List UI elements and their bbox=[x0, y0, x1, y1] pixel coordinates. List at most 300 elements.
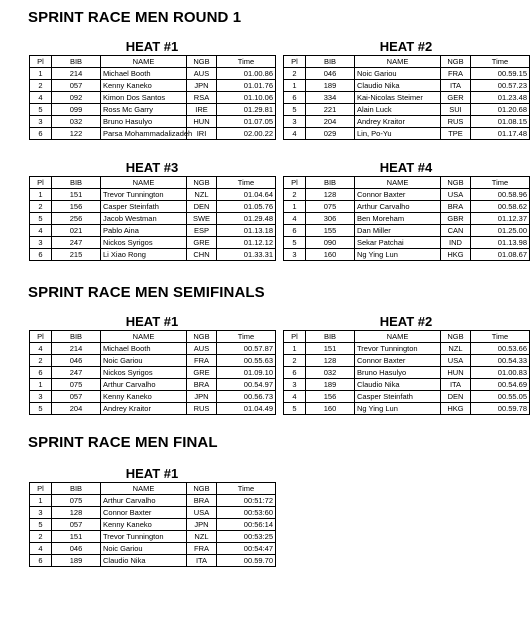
cell-bib: 204 bbox=[52, 403, 101, 415]
cell-time: 00.57.23 bbox=[471, 80, 530, 92]
section-title-final: SPRINT RACE MEN FINAL bbox=[28, 434, 218, 451]
cell-time: 00.54.97 bbox=[217, 379, 276, 391]
column-header-ngb: NGB bbox=[187, 177, 217, 189]
cell-place: 5 bbox=[30, 104, 52, 116]
cell-name: Lin, Po-Yu bbox=[355, 128, 441, 140]
cell-place: 4 bbox=[30, 225, 52, 237]
cell-time: 01.07.05 bbox=[217, 116, 276, 128]
results-table bbox=[283, 330, 530, 415]
cell-ngb: GRE bbox=[187, 367, 217, 379]
cell-bib: 214 bbox=[52, 68, 101, 80]
cell-name: Connor Baxter bbox=[355, 189, 441, 201]
cell-ngb: AUS bbox=[187, 68, 217, 80]
cell-time: 01.13.18 bbox=[217, 225, 276, 237]
cell-bib: 075 bbox=[306, 201, 355, 213]
cell-name: Kai-Nicolas Steimer bbox=[355, 92, 441, 104]
cell-place: 5 bbox=[30, 519, 52, 531]
cell-ngb: HKG bbox=[441, 249, 471, 261]
table-row bbox=[284, 403, 530, 415]
column-header-time: Time bbox=[471, 177, 530, 189]
results-table bbox=[283, 55, 530, 140]
column-header-name: NAME bbox=[101, 331, 187, 343]
results-table bbox=[283, 176, 530, 261]
cell-bib: 151 bbox=[306, 343, 355, 355]
final-heat1 bbox=[29, 466, 275, 567]
cell-place: 4 bbox=[284, 128, 306, 140]
cell-bib: 122 bbox=[52, 128, 101, 140]
table-row bbox=[30, 391, 276, 403]
cell-ngb: AUS bbox=[187, 343, 217, 355]
cell-ngb: GER bbox=[441, 92, 471, 104]
cell-place: 3 bbox=[284, 379, 306, 391]
cell-ngb: BRA bbox=[187, 495, 217, 507]
cell-ngb: BRA bbox=[441, 201, 471, 213]
table-row bbox=[284, 225, 530, 237]
cell-time: 01.13.98 bbox=[471, 237, 530, 249]
cell-time: 01.05.76 bbox=[217, 201, 276, 213]
column-header-ngb: NGB bbox=[441, 56, 471, 68]
cell-ngb: ITA bbox=[441, 80, 471, 92]
cell-name: Pablo Aina bbox=[101, 225, 187, 237]
cell-place: 4 bbox=[30, 92, 52, 104]
cell-name: Bruno Hasulyo bbox=[355, 367, 441, 379]
cell-name: Ben Moreham bbox=[355, 213, 441, 225]
cell-place: 1 bbox=[284, 201, 306, 213]
cell-bib: 046 bbox=[52, 543, 101, 555]
column-header-time: Time bbox=[217, 483, 276, 495]
cell-ngb: TPE bbox=[441, 128, 471, 140]
cell-place: 4 bbox=[30, 543, 52, 555]
cell-ngb: NZL bbox=[187, 531, 217, 543]
table-row bbox=[30, 531, 276, 543]
cell-time: 01.00.86 bbox=[217, 68, 276, 80]
cell-bib: 057 bbox=[52, 519, 101, 531]
table-row bbox=[284, 343, 530, 355]
heat-title: HEAT #3 bbox=[125, 160, 179, 175]
cell-time: 01.10.06 bbox=[217, 92, 276, 104]
column-header-bib: BIB bbox=[52, 483, 101, 495]
cell-time: 01.29.81 bbox=[217, 104, 276, 116]
cell-place: 1 bbox=[30, 495, 52, 507]
cell-bib: 155 bbox=[306, 225, 355, 237]
cell-name: Trevor Tunnington bbox=[355, 343, 441, 355]
cell-bib: 156 bbox=[306, 391, 355, 403]
cell-bib: 046 bbox=[52, 355, 101, 367]
cell-place: 6 bbox=[284, 225, 306, 237]
table-row bbox=[284, 189, 530, 201]
cell-name: Bruno Hasulyo bbox=[101, 116, 187, 128]
cell-name: Jacob Westman bbox=[101, 213, 187, 225]
column-header-bib: BIB bbox=[52, 331, 101, 343]
cell-ngb: ITA bbox=[441, 379, 471, 391]
cell-place: 3 bbox=[30, 391, 52, 403]
cell-bib: 032 bbox=[306, 367, 355, 379]
cell-name: Claudio Nika bbox=[355, 80, 441, 92]
results-table bbox=[29, 55, 276, 140]
cell-name: Parsa Mohammadalizadeh bbox=[101, 128, 187, 140]
column-header-time: Time bbox=[217, 331, 276, 343]
cell-place: 2 bbox=[284, 68, 306, 80]
round1-heat3 bbox=[29, 160, 275, 261]
cell-bib: 214 bbox=[52, 343, 101, 355]
column-header-ngb: NGB bbox=[441, 331, 471, 343]
cell-time: 00:56:14 bbox=[217, 519, 276, 531]
cell-place: 2 bbox=[30, 355, 52, 367]
cell-ngb: DEN bbox=[187, 201, 217, 213]
cell-bib: 160 bbox=[306, 403, 355, 415]
cell-ngb: RUS bbox=[187, 403, 217, 415]
heat-title: HEAT #1 bbox=[125, 39, 179, 54]
column-header-ngb: NGB bbox=[441, 177, 471, 189]
cell-bib: 256 bbox=[52, 213, 101, 225]
cell-time: 00.55.63 bbox=[217, 355, 276, 367]
cell-time: 01.04.64 bbox=[217, 189, 276, 201]
cell-name: Trevor Tunnington bbox=[101, 189, 187, 201]
cell-bib: 215 bbox=[52, 249, 101, 261]
results-table bbox=[29, 330, 276, 415]
cell-bib: 151 bbox=[52, 531, 101, 543]
column-header-name: NAME bbox=[355, 331, 441, 343]
round1-heat4 bbox=[283, 160, 529, 261]
cell-ngb: JPN bbox=[187, 391, 217, 403]
round1-heat2 bbox=[283, 39, 529, 140]
section-title-round-1: SPRINT RACE MEN ROUND 1 bbox=[28, 9, 242, 26]
column-header-ngb: NGB bbox=[187, 483, 217, 495]
cell-place: 5 bbox=[284, 104, 306, 116]
column-header-bib: BIB bbox=[306, 56, 355, 68]
cell-ngb: DEN bbox=[441, 391, 471, 403]
cell-bib: 204 bbox=[306, 116, 355, 128]
column-header-place: Pl bbox=[284, 177, 306, 189]
cell-time: 00:53:60 bbox=[217, 507, 276, 519]
cell-ngb: BRA bbox=[187, 379, 217, 391]
cell-name: Andrey Kraitor bbox=[355, 116, 441, 128]
cell-name: Kenny Kaneko bbox=[101, 391, 187, 403]
table-row bbox=[284, 116, 530, 128]
cell-bib: 128 bbox=[306, 355, 355, 367]
column-header-time: Time bbox=[217, 177, 276, 189]
column-header-name: NAME bbox=[101, 177, 187, 189]
column-header-bib: BIB bbox=[52, 177, 101, 189]
table-row bbox=[30, 92, 276, 104]
column-header-ngb: NGB bbox=[187, 331, 217, 343]
cell-bib: 032 bbox=[52, 116, 101, 128]
column-header-time: Time bbox=[217, 56, 276, 68]
cell-time: 01.29.48 bbox=[217, 213, 276, 225]
cell-time: 00:51:72 bbox=[217, 495, 276, 507]
cell-ngb: RSA bbox=[187, 92, 217, 104]
cell-ngb: HUN bbox=[441, 367, 471, 379]
cell-place: 3 bbox=[284, 116, 306, 128]
cell-ngb: IRI bbox=[187, 128, 217, 140]
cell-time: 01.25.00 bbox=[471, 225, 530, 237]
cell-place: 6 bbox=[30, 249, 52, 261]
cell-time: 01.08.67 bbox=[471, 249, 530, 261]
cell-bib: 189 bbox=[306, 379, 355, 391]
column-header-bib: BIB bbox=[306, 177, 355, 189]
table-row bbox=[284, 249, 530, 261]
table-row bbox=[30, 237, 276, 249]
cell-name: Sekar Patchai bbox=[355, 237, 441, 249]
cell-time: 01.08.15 bbox=[471, 116, 530, 128]
cell-bib: 151 bbox=[52, 189, 101, 201]
cell-time: 00.53.66 bbox=[471, 343, 530, 355]
cell-time: 01.04.49 bbox=[217, 403, 276, 415]
table-header-row bbox=[30, 483, 276, 495]
cell-place: 6 bbox=[30, 555, 52, 567]
cell-place: 5 bbox=[30, 403, 52, 415]
heat-title: HEAT #2 bbox=[379, 39, 433, 54]
cell-ngb: NZL bbox=[441, 343, 471, 355]
cell-name: Andrey Kraitor bbox=[101, 403, 187, 415]
table-row bbox=[30, 343, 276, 355]
cell-time: 02.00.22 bbox=[217, 128, 276, 140]
cell-bib: 099 bbox=[52, 104, 101, 116]
table-row bbox=[30, 249, 276, 261]
cell-time: 01.00.83 bbox=[471, 367, 530, 379]
cell-name: Michael Booth bbox=[101, 68, 187, 80]
cell-time: 01.12.12 bbox=[217, 237, 276, 249]
table-row bbox=[30, 379, 276, 391]
table-row bbox=[30, 495, 276, 507]
table-row bbox=[284, 128, 530, 140]
table-row bbox=[284, 213, 530, 225]
cell-name: Trevor Tunnington bbox=[101, 531, 187, 543]
cell-place: 6 bbox=[30, 367, 52, 379]
cell-place: 1 bbox=[30, 189, 52, 201]
cell-bib: 160 bbox=[306, 249, 355, 261]
cell-time: 00.59.15 bbox=[471, 68, 530, 80]
cell-place: 2 bbox=[30, 80, 52, 92]
cell-place: 2 bbox=[284, 355, 306, 367]
cell-time: 00.57.87 bbox=[217, 343, 276, 355]
cell-ngb: CAN bbox=[441, 225, 471, 237]
cell-place: 5 bbox=[284, 403, 306, 415]
column-header-time: Time bbox=[471, 331, 530, 343]
cell-place: 1 bbox=[30, 379, 52, 391]
cell-name: Noic Gariou bbox=[101, 355, 187, 367]
cell-name: Connor Baxter bbox=[355, 355, 441, 367]
cell-time: 01.09.10 bbox=[217, 367, 276, 379]
cell-name: Arthur Carvalho bbox=[355, 201, 441, 213]
cell-bib: 189 bbox=[52, 555, 101, 567]
cell-time: 00.54.33 bbox=[471, 355, 530, 367]
column-header-place: Pl bbox=[30, 56, 52, 68]
cell-bib: 092 bbox=[52, 92, 101, 104]
cell-place: 6 bbox=[284, 92, 306, 104]
cell-name: Michael Booth bbox=[101, 343, 187, 355]
table-row bbox=[30, 201, 276, 213]
table-row bbox=[30, 128, 276, 140]
cell-name: Alain Luck bbox=[355, 104, 441, 116]
cell-time: 00.55.05 bbox=[471, 391, 530, 403]
cell-bib: 046 bbox=[306, 68, 355, 80]
cell-name: Noic Gariou bbox=[355, 68, 441, 80]
cell-place: 3 bbox=[284, 249, 306, 261]
column-header-place: Pl bbox=[284, 331, 306, 343]
cell-name: Connor Baxter bbox=[101, 507, 187, 519]
cell-time: 00:54:47 bbox=[217, 543, 276, 555]
cell-name: Noic Gariou bbox=[101, 543, 187, 555]
round1-heat1 bbox=[29, 39, 275, 140]
cell-ngb: IND bbox=[441, 237, 471, 249]
cell-place: 3 bbox=[30, 507, 52, 519]
cell-place: 6 bbox=[284, 367, 306, 379]
column-header-place: Pl bbox=[284, 56, 306, 68]
column-header-time: Time bbox=[471, 56, 530, 68]
cell-ngb: ESP bbox=[187, 225, 217, 237]
cell-ngb: SUI bbox=[441, 104, 471, 116]
cell-name: Kenny Kaneko bbox=[101, 80, 187, 92]
cell-ngb: FRA bbox=[187, 543, 217, 555]
cell-ngb: IRE bbox=[187, 104, 217, 116]
cell-ngb: JPN bbox=[187, 80, 217, 92]
table-row bbox=[284, 201, 530, 213]
column-header-bib: BIB bbox=[306, 331, 355, 343]
cell-name: Ng Ying Lun bbox=[355, 403, 441, 415]
cell-name: Kimon Dos Santos bbox=[101, 92, 187, 104]
cell-bib: 057 bbox=[52, 80, 101, 92]
column-header-ngb: NGB bbox=[187, 56, 217, 68]
table-row bbox=[30, 555, 276, 567]
column-header-place: Pl bbox=[30, 331, 52, 343]
cell-place: 2 bbox=[284, 189, 306, 201]
table-row bbox=[284, 367, 530, 379]
cell-time: 00.56.73 bbox=[217, 391, 276, 403]
column-header-bib: BIB bbox=[52, 56, 101, 68]
cell-name: Ross Mc Garry bbox=[101, 104, 187, 116]
table-row bbox=[284, 355, 530, 367]
table-row bbox=[30, 543, 276, 555]
table-row bbox=[284, 92, 530, 104]
column-header-place: Pl bbox=[30, 483, 52, 495]
section-title-semifinals: SPRINT RACE MEN SEMIFINALS bbox=[28, 284, 265, 301]
cell-time: 00.59.70 bbox=[217, 555, 276, 567]
cell-place: 5 bbox=[284, 237, 306, 249]
cell-ngb: RUS bbox=[441, 116, 471, 128]
column-header-name: NAME bbox=[101, 483, 187, 495]
cell-time: 00.59.78 bbox=[471, 403, 530, 415]
column-header-place: Pl bbox=[30, 177, 52, 189]
cell-place: 4 bbox=[284, 213, 306, 225]
cell-time: 01.12.37 bbox=[471, 213, 530, 225]
cell-time: 01.01.76 bbox=[217, 80, 276, 92]
cell-place: 2 bbox=[30, 531, 52, 543]
cell-time: 00.58.96 bbox=[471, 189, 530, 201]
cell-name: Dan Miller bbox=[355, 225, 441, 237]
table-header-row bbox=[284, 177, 530, 189]
cell-ngb: GBR bbox=[441, 213, 471, 225]
table-row bbox=[30, 104, 276, 116]
cell-name: Arthur Carvalho bbox=[101, 495, 187, 507]
cell-ngb: USA bbox=[187, 507, 217, 519]
cell-name: Ng Ying Lun bbox=[355, 249, 441, 261]
table-row bbox=[30, 189, 276, 201]
cell-place: 1 bbox=[30, 68, 52, 80]
cell-time: 00.58.62 bbox=[471, 201, 530, 213]
cell-ngb: NZL bbox=[187, 189, 217, 201]
cell-ngb: HUN bbox=[187, 116, 217, 128]
table-header-row bbox=[30, 177, 276, 189]
table-header-row bbox=[30, 56, 276, 68]
cell-bib: 075 bbox=[52, 495, 101, 507]
results-table bbox=[29, 482, 276, 567]
cell-ngb: CHN bbox=[187, 249, 217, 261]
cell-time: 01.17.48 bbox=[471, 128, 530, 140]
cell-bib: 334 bbox=[306, 92, 355, 104]
heat-title: HEAT #4 bbox=[379, 160, 433, 175]
table-row bbox=[30, 519, 276, 531]
cell-bib: 189 bbox=[306, 80, 355, 92]
cell-bib: 075 bbox=[52, 379, 101, 391]
semifinal-heat2 bbox=[283, 314, 529, 415]
cell-bib: 057 bbox=[52, 391, 101, 403]
cell-place: 1 bbox=[284, 343, 306, 355]
cell-place: 1 bbox=[284, 80, 306, 92]
cell-ngb: JPN bbox=[187, 519, 217, 531]
heat-title: HEAT #1 bbox=[125, 314, 179, 329]
table-row bbox=[284, 104, 530, 116]
table-header-row bbox=[284, 331, 530, 343]
cell-time: 01.33.31 bbox=[217, 249, 276, 261]
table-row bbox=[30, 80, 276, 92]
cell-name: Kenny Kaneko bbox=[101, 519, 187, 531]
cell-bib: 090 bbox=[306, 237, 355, 249]
table-row bbox=[284, 237, 530, 249]
cell-ngb: FRA bbox=[441, 68, 471, 80]
column-header-name: NAME bbox=[355, 177, 441, 189]
heat-title: HEAT #1 bbox=[125, 466, 179, 481]
cell-ngb: SWE bbox=[187, 213, 217, 225]
semifinal-heat1 bbox=[29, 314, 275, 415]
table-row bbox=[284, 68, 530, 80]
cell-bib: 128 bbox=[306, 189, 355, 201]
cell-bib: 128 bbox=[52, 507, 101, 519]
table-row bbox=[30, 116, 276, 128]
cell-name: Nickos Syrigos bbox=[101, 367, 187, 379]
cell-place: 6 bbox=[30, 128, 52, 140]
table-row bbox=[284, 391, 530, 403]
cell-ngb: USA bbox=[441, 189, 471, 201]
cell-time: 00.54.69 bbox=[471, 379, 530, 391]
cell-name: Casper Steinfath bbox=[101, 201, 187, 213]
cell-bib: 247 bbox=[52, 237, 101, 249]
table-row bbox=[30, 225, 276, 237]
cell-ngb: GRE bbox=[187, 237, 217, 249]
cell-name: Casper Steinfath bbox=[355, 391, 441, 403]
cell-bib: 247 bbox=[52, 367, 101, 379]
cell-bib: 029 bbox=[306, 128, 355, 140]
table-row bbox=[30, 403, 276, 415]
cell-place: 4 bbox=[284, 391, 306, 403]
cell-ngb: ITA bbox=[187, 555, 217, 567]
table-row bbox=[30, 213, 276, 225]
heat-title: HEAT #2 bbox=[379, 314, 433, 329]
cell-time: 01.20.68 bbox=[471, 104, 530, 116]
table-row bbox=[30, 355, 276, 367]
table-row bbox=[284, 80, 530, 92]
cell-name: Li Xiao Rong bbox=[101, 249, 187, 261]
cell-name: Claudio Nika bbox=[355, 379, 441, 391]
cell-place: 2 bbox=[30, 201, 52, 213]
cell-ngb: USA bbox=[441, 355, 471, 367]
table-row bbox=[30, 367, 276, 379]
results-table bbox=[29, 176, 276, 261]
column-header-name: NAME bbox=[355, 56, 441, 68]
cell-time: 00:53:25 bbox=[217, 531, 276, 543]
cell-ngb: HKG bbox=[441, 403, 471, 415]
cell-name: Arthur Carvalho bbox=[101, 379, 187, 391]
